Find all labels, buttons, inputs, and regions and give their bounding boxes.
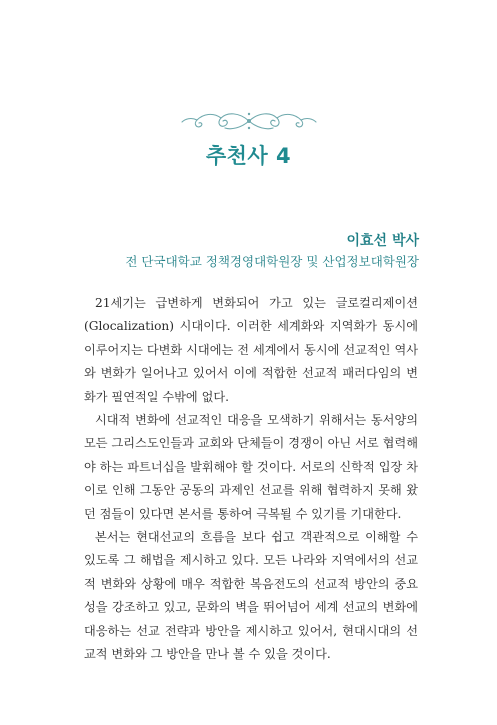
author-name: 이효선 박사 [346,233,419,249]
paragraph: 시대적 변화에 선교적인 대응을 모색하기 위해서는 동서양의 모든 그리스도인들과 교회와 단체들이 경쟁이 아닌 서로 협력해야 하는 파트너십을 발휘해야 할 것이다. 서로의 신학적 입장 차이로 인해 그동안 공동의 과제인 선교를 위해 협력하지 못해 왔던 점들이 있다면 본서를 통하여 극복될 수 있기를 기대한다. [84,413,418,521]
paragraph: 본서는 현대선교의 흐름을 보다 쉽고 객관적으로 이해할 수 있도록 그 해법을 제시하고 있다. 모든 나라와 지역에서의 선교적 변화와 상황에 매우 적합한 복음전도의 선교적 방안의 중요성을 강조하고 있고, 문화의 벽을 뛰어넘어 세계 선교의 변화에 대응하는 선교 전략과 방안을 제시하고 있어서, 현대시대의 선교적 변화와 그 방안을 만나 볼 수 있을 것이다. [84,530,418,662]
page-title: 추천사 4 [205,144,292,168]
author-position: 전 단국대학교 정책경영대학원장 및 산업정보대학원장 [125,254,419,269]
paragraph: 21세기는 급변하게 변화되어 가고 있는 글로컬리제이션(Glocalization) 시대이다. 이러한 세계화와 지역화가 동시에 이루어지는 다변화 시대에는 전 세계에서 동시에 선교적인 역사와 변화가 일어나고 있어서 이에 적합한 선교적 패러다임의 변화가 필연적일 수밖에 없다. [84,296,418,404]
body-text [84,292,418,667]
flourish-divider-icon [179,108,319,134]
